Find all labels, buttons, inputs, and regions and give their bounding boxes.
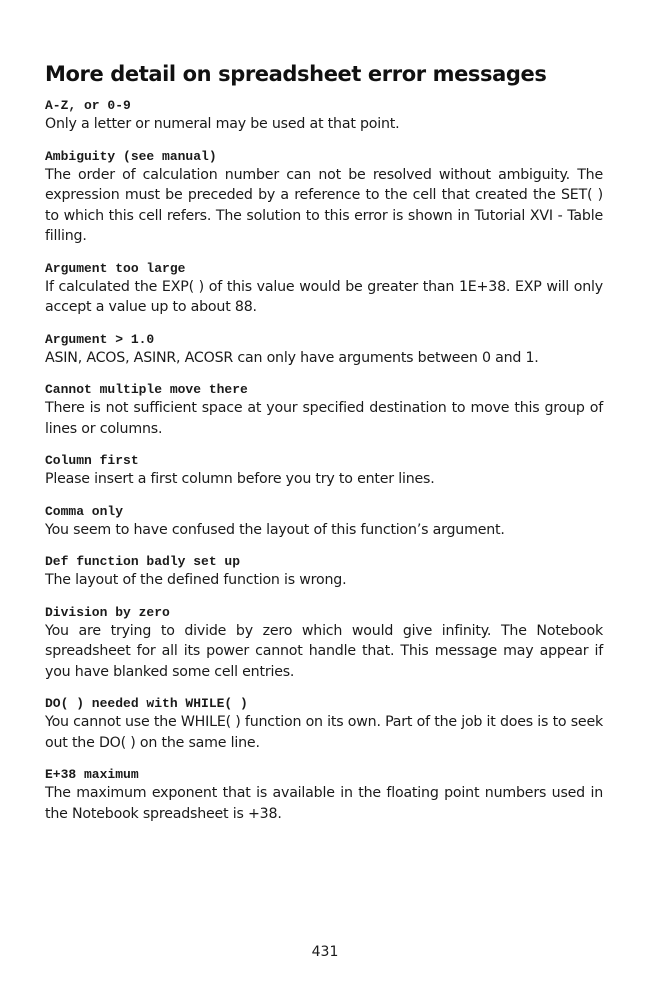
- error-description: If calculated the EXP( ) of this value would be greater than 1E+38. EXP will only accept a value up to about 88.: [45, 278, 603, 315]
- error-entry: [45, 332, 603, 369]
- error-entry: [45, 149, 603, 247]
- error-term: Def function badly set up: [45, 554, 241, 569]
- page-title: More detail on spreadsheet error messages: [45, 62, 547, 86]
- error-entry: [45, 605, 603, 683]
- error-entry: [45, 554, 603, 591]
- error-entry: [45, 261, 603, 318]
- error-description: Only a letter or numeral may be used at that point.: [45, 116, 400, 132]
- error-term: Column first: [45, 453, 139, 468]
- error-term: Division by zero: [45, 604, 170, 620]
- error-term: A-Z, or 0-9: [45, 98, 131, 113]
- error-entry: [45, 382, 603, 439]
- error-description: Please insert a first column before you try to enter lines.: [45, 471, 435, 487]
- error-entry: [45, 767, 603, 824]
- error-description: The layout of the defined function is wrong.: [45, 572, 347, 588]
- error-term: Argument too large: [45, 260, 186, 276]
- error-entry: [45, 453, 603, 490]
- error-description: The maximum exponent that is available in the floating point numbers used in the Notebook spreadsheet is +38.: [45, 785, 603, 822]
- error-term: E+38 maximum: [45, 767, 139, 782]
- error-term: DO( ) needed with WHILE( ): [45, 696, 248, 711]
- error-term: Argument > 1.0: [45, 331, 155, 347]
- error-description: You seem to have confused the layout of this function’s argument.: [45, 521, 505, 538]
- error-entry: [45, 696, 603, 753]
- error-entry: [45, 98, 603, 135]
- error-term: Ambiguity (see manual): [45, 148, 217, 164]
- error-description: You are trying to divide by zero which would give infinity. The Notebook spreadsheet for all its power cannot handle that. This message may appear if you have blanked some cell entries.: [45, 622, 603, 680]
- error-term: Comma only: [45, 503, 124, 519]
- error-description: The order of calculation number can not be resolved without ambiguity. The expression must be preceded by a reference to the cell that created the SET( ) to which this cell refers. The solution to this error is shown in Tutorial XVI - Table filling.: [45, 166, 603, 244]
- page-number: 431: [311, 944, 339, 960]
- error-description: ASIN, ACOS, ASINR, ACOSR can only have arguments between 0 and 1.: [45, 349, 539, 366]
- error-description: You cannot use the WHILE( ) function on its own. Part of the job it does is to seek out the DO( ) on the same line.: [45, 714, 603, 751]
- error-entry: [45, 504, 603, 541]
- error-term: Cannot multiple move there: [45, 382, 248, 397]
- page-body: [45, 62, 603, 838]
- error-description: There is not sufficient space at your specified destination to move this group of lines or columns.: [45, 400, 603, 437]
